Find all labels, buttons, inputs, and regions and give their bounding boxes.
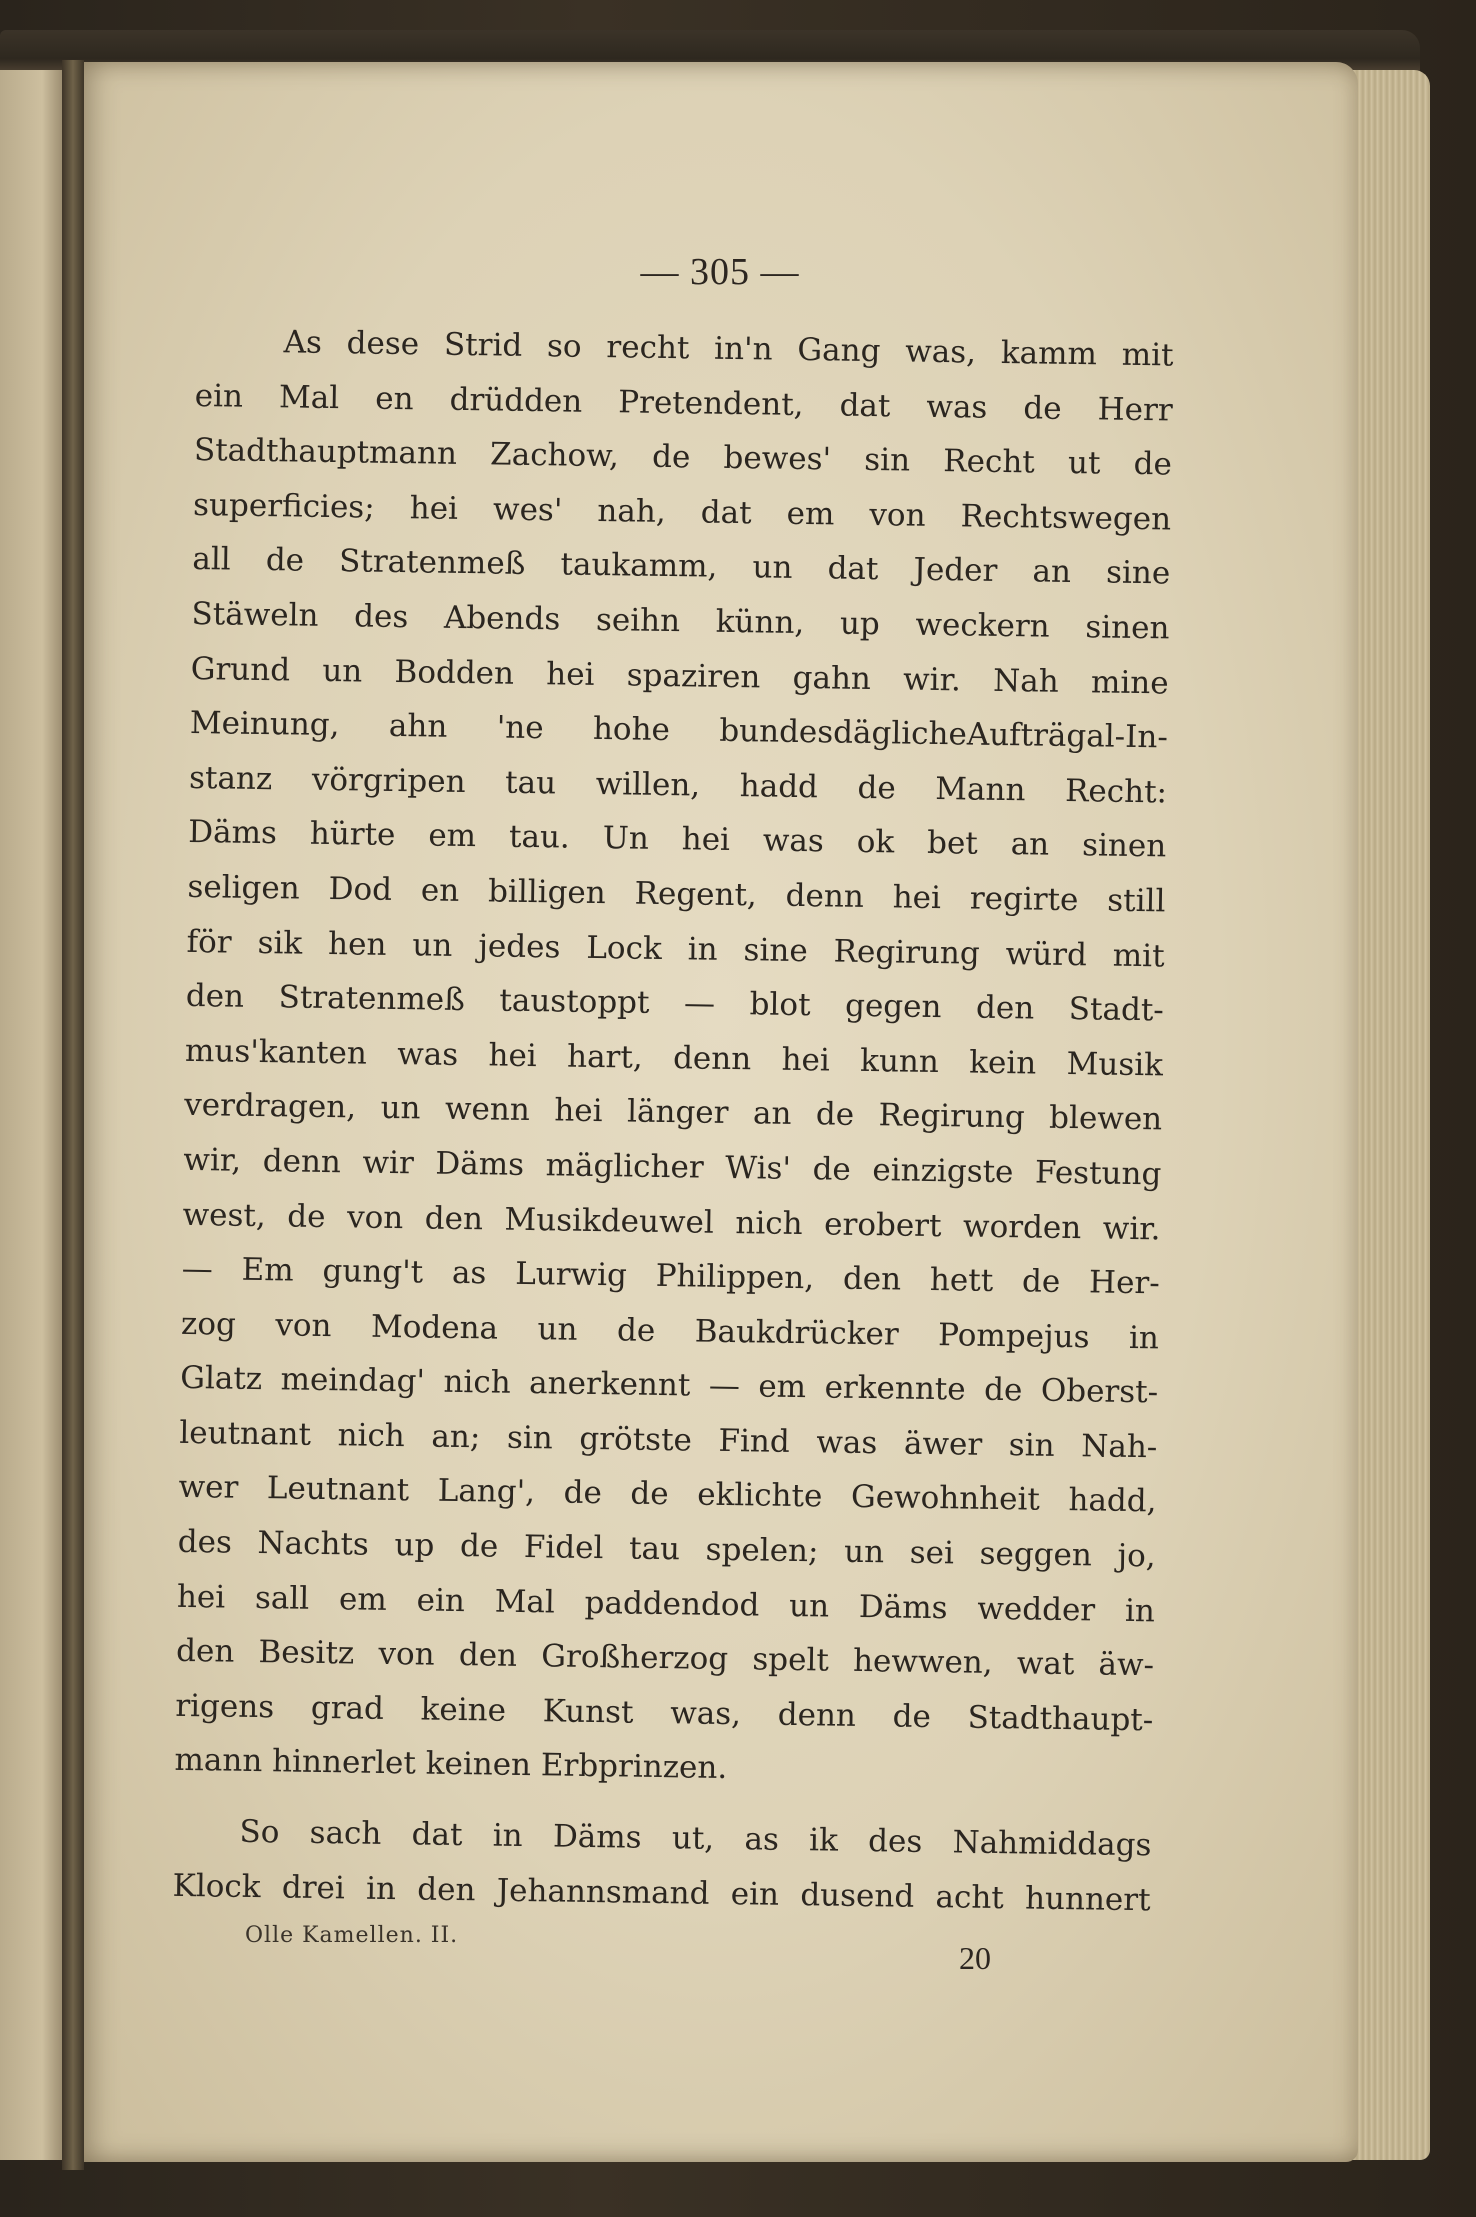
text-line: rigens grad keine Kunst was, denn de Stadthaupt- (175, 1687, 1154, 1739)
paragraph-2 (172, 1804, 1152, 1928)
text-line: hei sall em ein Mal paddendod un Däms wedder in (176, 1578, 1156, 1630)
paragraph-1 (174, 314, 1174, 1802)
text-line: Grund un Bodden hei spaziren gahn wir. Nah mine (190, 650, 1169, 702)
text-line: wer Leutnant Lang', de de eklichte Gewohnheit hadd, (178, 1469, 1157, 1520)
text-line: As dese Strid so recht in'n Gang was, kamm mit (283, 324, 1174, 374)
text-line: Däms hürte em tau. Un hei was ok bet an sinen (188, 814, 1167, 865)
text-line: superficies; hei wes' nah, dat em von Rechtswegen (192, 486, 1172, 538)
text-line: Stäweln des Abends seihn künn, up weckern sinen (191, 595, 1170, 647)
text-line: den Besitz von den Großherzog spelt hewwen, wat äw- (175, 1633, 1155, 1684)
text-line: stanz vörgripen tau willen, hadd de Mann Recht: (188, 759, 1168, 811)
signature-mark: 20 (959, 1940, 991, 1976)
text-line: ein Mal en drüdden Pretendent, dat was de Herr (194, 377, 1173, 429)
text-line: zog von Modena un de Baukdrücker Pompejus in (180, 1305, 1160, 1357)
text-line: verdragen, un wenn hei länger an de Regirung blewen (183, 1087, 1163, 1138)
text-line: Glatz meindag' nich anerkennt — em erkennte de Oberst- (179, 1360, 1159, 1411)
text-line: den Stratenmeß taustoppt — blot gegen den Stadt- (185, 978, 1165, 1029)
text-line: mus'kanten was hei hart, denn hei kunn kein Musik (184, 1032, 1164, 1084)
text-line: west, de von den Musikdeuwel nich erobert worden wir. (182, 1196, 1161, 1247)
text-line: leutnant nich an; sin grötste Find was äwer sin Nah- (179, 1414, 1158, 1466)
text-line: all de Stratenmeß taukamm, un dat Jeder an sine (192, 541, 1171, 592)
text-line: Klock drei in den Jehannsmand ein dusend acht hunnert (172, 1867, 1151, 1918)
body-text (172, 314, 1174, 1928)
footer-book-title: Olle Kamellen. II. (245, 1923, 459, 1948)
text-line: So sach dat in Däms ut, as ik des Nahmiddags (239, 1813, 1152, 1864)
text-line: — Em gung't as Lurwig Philippen, den hett de Her- (181, 1250, 1160, 1302)
book-gutter (62, 60, 84, 2170)
text-line: mann hinnerlet keinen Erbprinzen. (174, 1742, 728, 1787)
previous-page-edge (0, 70, 70, 2160)
text-line: seligen Dod en billigen Regent, denn hei regirte still (187, 868, 1166, 920)
text-line: wir, denn wir Däms mäglicher Wis' de einzigste Festung (183, 1141, 1162, 1193)
text-line: för sik hen un jedes Lock in sine Regirung würd mit (186, 923, 1165, 974)
text-line: Stadthauptmann Zachow, de bewes' sin Recht ut de (193, 432, 1173, 483)
page-number: — 305 — (640, 251, 800, 293)
text-line: des Nachts up de Fidel tau spelen; un sei seggen jo, (177, 1523, 1156, 1575)
text-line: Meinung, ahn 'ne hohe bundesdäglicheAufträgal-In- (189, 705, 1169, 756)
